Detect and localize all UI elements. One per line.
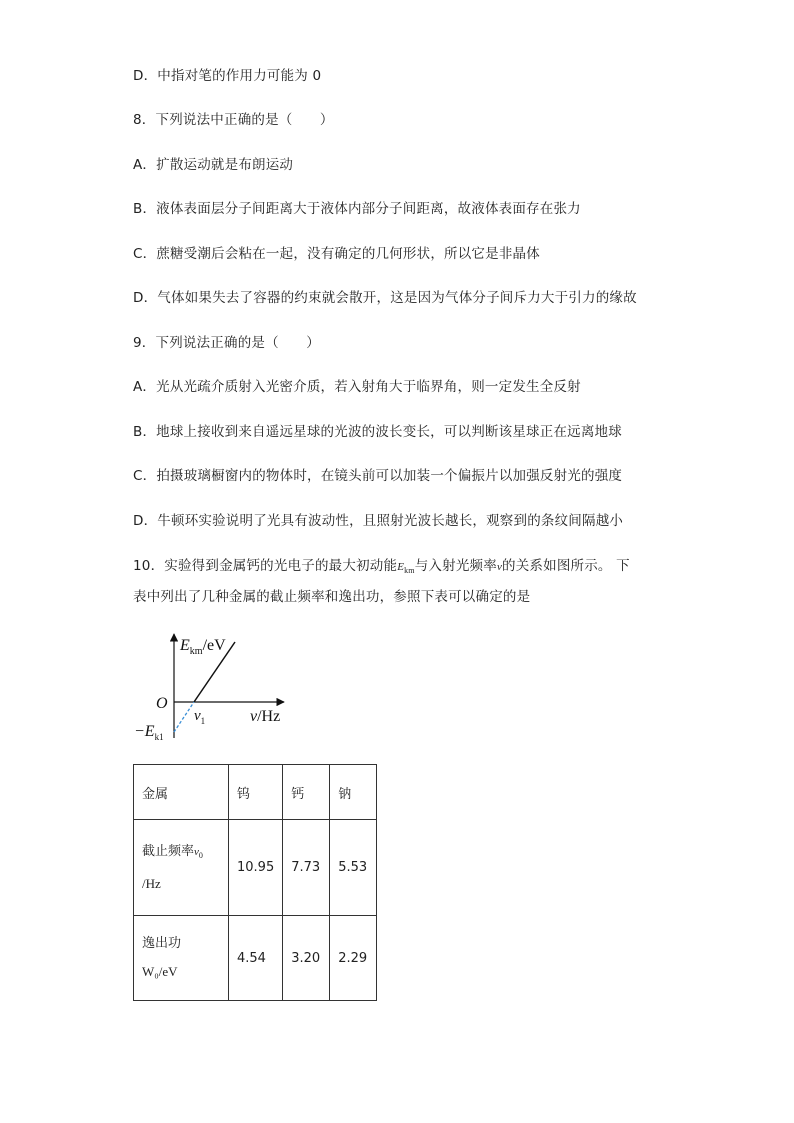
question-9-stem: 9．下列说法正确的是（ ）: [133, 335, 320, 351]
cutoff-frequency-tungsten: 10.95: [229, 820, 283, 916]
question-10-stem: [133, 557, 630, 580]
q10-text-part1: 10．实验得到金属钙的光电子的最大初动能: [133, 558, 398, 574]
origin-label: O: [156, 695, 168, 712]
q8-option-b: B．液体表面层分子间距离大于液体内部分子间距离，故液体表面存在张力: [133, 201, 581, 217]
q9-option-a: A．光从光疏介质射入光密介质，若入射角大于临界角，则一定发生全反射: [133, 379, 581, 395]
q8-option-a: A．扩散运动就是布朗运动: [133, 157, 294, 173]
option-d-q7: D．中指对笔的作用力可能为 0: [133, 68, 322, 84]
table-row-work-function: [134, 916, 377, 1001]
table-row-cutoff-frequency: [134, 820, 377, 916]
q10-text-part3: 的关系如图所示。 下: [502, 558, 630, 574]
x-axis-label: ν/Hz: [250, 708, 281, 725]
cutoff-frequency-calcium: 7.73: [283, 820, 330, 916]
q9-option-c: C．拍摄玻璃橱窗内的物体时，在镜头前可以加装一个偏振片以加强反射光的强度: [133, 468, 623, 484]
ek-vs-frequency-graph: [130, 628, 300, 748]
work-function-calcium: 3.20: [283, 916, 330, 1001]
cutoff-frequency-label: 截止频率$\nu_0$ /Hz: [134, 820, 229, 916]
nu1-label: $\nu_1$: [194, 708, 206, 726]
q9-option-b: B．地球上接收到来自遥远星球的光波的波长变长，可以判断该星球正在远离地球: [133, 424, 622, 440]
question-8-stem: 8．下列说法中正确的是（ ）: [133, 112, 334, 128]
metal-sodium: 钠: [330, 765, 377, 820]
intercept-label: $-E_{k1}$: [134, 723, 164, 742]
question-10-stem-line2: 表中列出了几种金属的截止频率和逸出功，参照下表可以确定的是: [133, 589, 531, 605]
nu-symbol: ν: [496, 561, 503, 573]
work-function-sodium: 2.29: [330, 916, 377, 1001]
cutoff-frequency-sodium: 5.53: [330, 820, 377, 916]
q8-option-d: D．气体如果失去了容器的约束就会散开，这是因为气体分子间斥力大于引力的缘故: [133, 290, 637, 306]
work-function-label: 逸出功 W₀/eV: [134, 916, 229, 1001]
q9-option-d: D．牛顿环实验说明了光具有波动性，且照射光波长越长，观察到的条纹间隔越小: [133, 513, 624, 529]
work-function-tungsten: 4.54: [229, 916, 283, 1001]
q8-option-c: C．蔗糖受潮后会粘在一起，没有确定的几何形状，所以它是非晶体: [133, 246, 540, 262]
q10-text-part2: 与入射光频率: [414, 558, 497, 574]
metal-data-table: [133, 764, 377, 1001]
table-row-header: [134, 765, 377, 820]
metal-calcium: 钙: [283, 765, 330, 820]
header-label-cell: 金属: [134, 765, 229, 820]
metal-tungsten: 钨: [229, 765, 283, 820]
y-axis-label: $E_{km}/eV$: [180, 637, 226, 657]
ekm-symbol: $E_{km}$: [397, 561, 415, 575]
ek-line-extension-dashed: [174, 702, 194, 732]
